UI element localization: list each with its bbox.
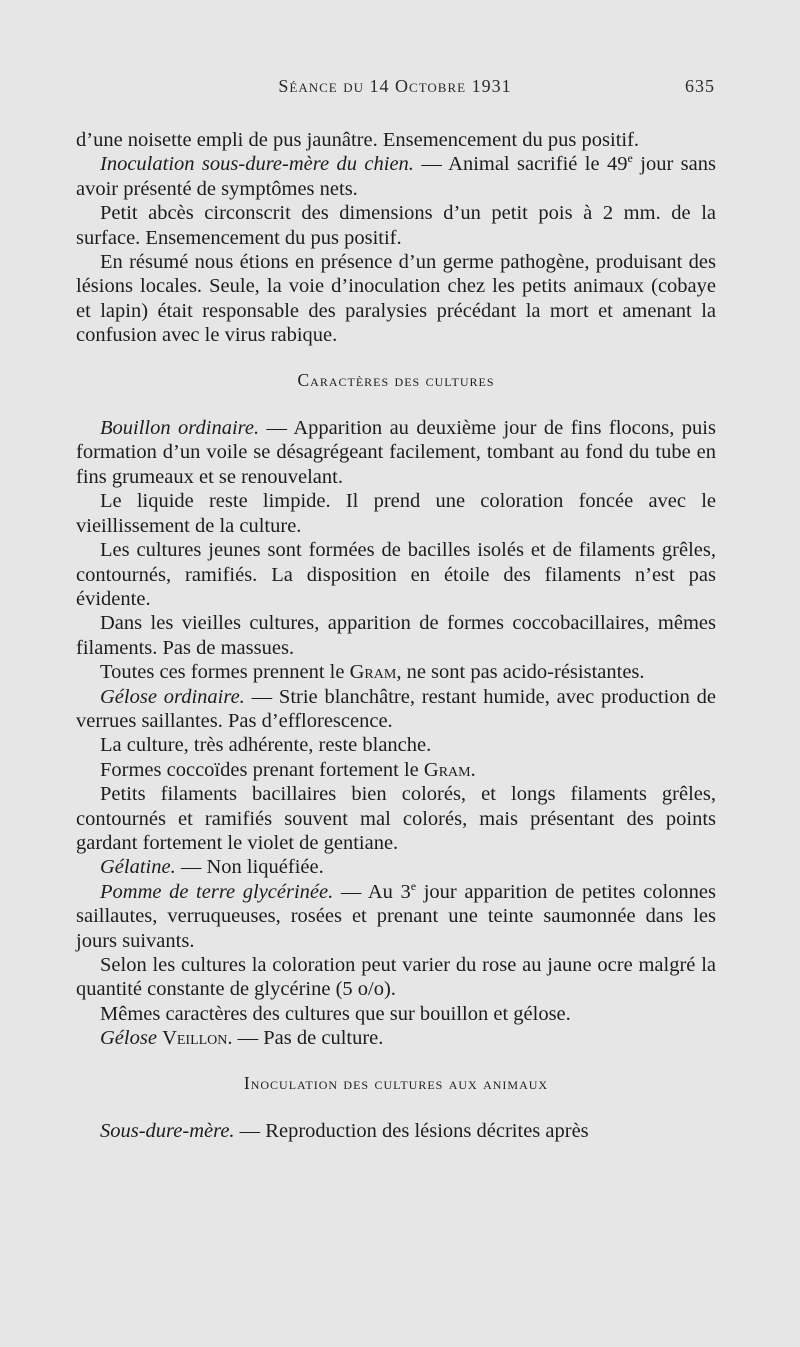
paragraph <box>76 1119 716 1143</box>
paragraph <box>76 660 716 684</box>
italic-run: Sous-dure-mère. <box>100 1120 235 1143</box>
paragraph <box>76 611 716 660</box>
paragraph <box>76 250 716 348</box>
text-run: jour sans avoir présenté de symptômes nets. <box>76 153 716 200</box>
superscript: e <box>627 151 633 166</box>
section-heading <box>76 1071 716 1095</box>
smallcaps-run: Veillon <box>162 1027 228 1050</box>
section-heading <box>76 368 716 392</box>
text-run: Petits filaments bacillaires bien colorés, et longs filaments grêles, contournés et ramifiés souvent mal colorés, mais présentant des points gardant fortement le violet de gentiane. <box>76 783 716 854</box>
smallcaps-run: Gram <box>423 758 471 781</box>
text-run: Caractères des cultures <box>297 369 495 390</box>
text-run: d’une noisette empli de pus jaunâtre. Ensemencement du pus positif. <box>76 129 640 151</box>
paragraph <box>76 880 716 953</box>
paragraph <box>76 201 716 250</box>
document-body <box>76 128 716 1143</box>
paragraph <box>76 128 716 152</box>
paragraph <box>76 855 716 879</box>
text-run: Les cultures jeunes sont formées de bacilles isolés et de filaments grêles, contournés, ramifiés. La disposition en étoile des filaments n’est pas évidente. <box>76 539 716 610</box>
text-run: — Au 3 <box>333 880 411 903</box>
text-run: La culture, très adhérente, reste blanche. <box>100 734 432 757</box>
italic-run: Gélose ordinaire. <box>100 685 245 708</box>
paragraph <box>76 685 716 734</box>
text-run: Petit abcès circonscrit des dimensions d’un petit pois à 2 mm. de la surface. Ensemencement du pus positif. <box>76 202 716 249</box>
paragraph <box>76 152 716 201</box>
italic-run: Pomme de terre glycérinée. <box>100 880 334 903</box>
paragraph <box>76 489 716 538</box>
paragraph <box>76 538 716 611</box>
paragraph <box>76 782 716 855</box>
paragraph <box>76 1026 716 1050</box>
text-run: Le liquide reste limpide. Il prend une coloration foncée avec le vieillissement de la culture. <box>76 490 716 537</box>
text-run: Formes coccoïdes prenant fortement le <box>100 758 424 781</box>
text-run: — Non liquéfiée. <box>175 856 324 879</box>
text-run: Dans les vieilles cultures, apparition de formes coccobacillaires, mêmes filaments. Pas de massues. <box>76 612 716 659</box>
italic-run: Inoculation sous-dure-mère du chien. <box>100 153 414 176</box>
text-run: , ne sont pas acido-résistantes. <box>396 661 645 684</box>
italic-run: Gélose <box>100 1027 157 1050</box>
paragraph <box>76 733 716 757</box>
paragraph <box>76 1002 716 1026</box>
paragraph <box>76 953 716 1002</box>
smallcaps-run: Gram <box>349 661 397 684</box>
text-run: — Animal sacrifié le 49 <box>413 153 628 176</box>
paragraph <box>76 416 716 489</box>
page-number: 635 <box>685 76 715 96</box>
text-run: — Strie blanchâtre, restant humide, avec production de verrues saillantes. Pas d’efflorescence. <box>76 685 716 732</box>
text-run: En résumé nous étions en présence d’un germe pathogène, produisant des lésions locales. Seule, la voie d’inoculation chez les petits animaux (cobaye et lapin) était responsable des paralysies précédant la mort et amenant la confusion avec le virus rabique. <box>76 251 716 347</box>
text-run: . <box>470 758 476 781</box>
italic-run: Gélatine. <box>100 856 176 879</box>
text-run: Inoculation des cultures aux animaux <box>243 1072 549 1093</box>
text-run: — Apparition au deuxième jour de fins flocons, puis formation d’un voile se désagrégeant facilement, tombant au fond du tube en fins grumeaux et se renouvelant. <box>76 417 716 488</box>
text-run: Mêmes caractères des cultures que sur bouillon et gélose. <box>100 1002 571 1025</box>
text-run: — Reproduction des lésions décrites après <box>234 1120 589 1143</box>
text-run: . — Pas de culture. <box>227 1027 384 1050</box>
superscript: e <box>410 878 417 893</box>
running-title: Séance du 14 Octobre 1931 <box>278 76 512 96</box>
italic-run: Bouillon ordinaire. <box>100 417 260 440</box>
text-run: jour apparition de petites colonnes saillautes, verruqueuses, rosées et prenant une teinte saumonnée dans les jours suivants. <box>76 880 716 952</box>
page-header <box>75 76 715 102</box>
text-run: Toutes ces formes prennent le <box>100 661 350 684</box>
paragraph <box>76 758 716 782</box>
text-run: Selon les cultures la coloration peut varier du rose au jaune ocre malgré la quantité constante de glycérine (5 o/o). <box>76 954 716 1001</box>
